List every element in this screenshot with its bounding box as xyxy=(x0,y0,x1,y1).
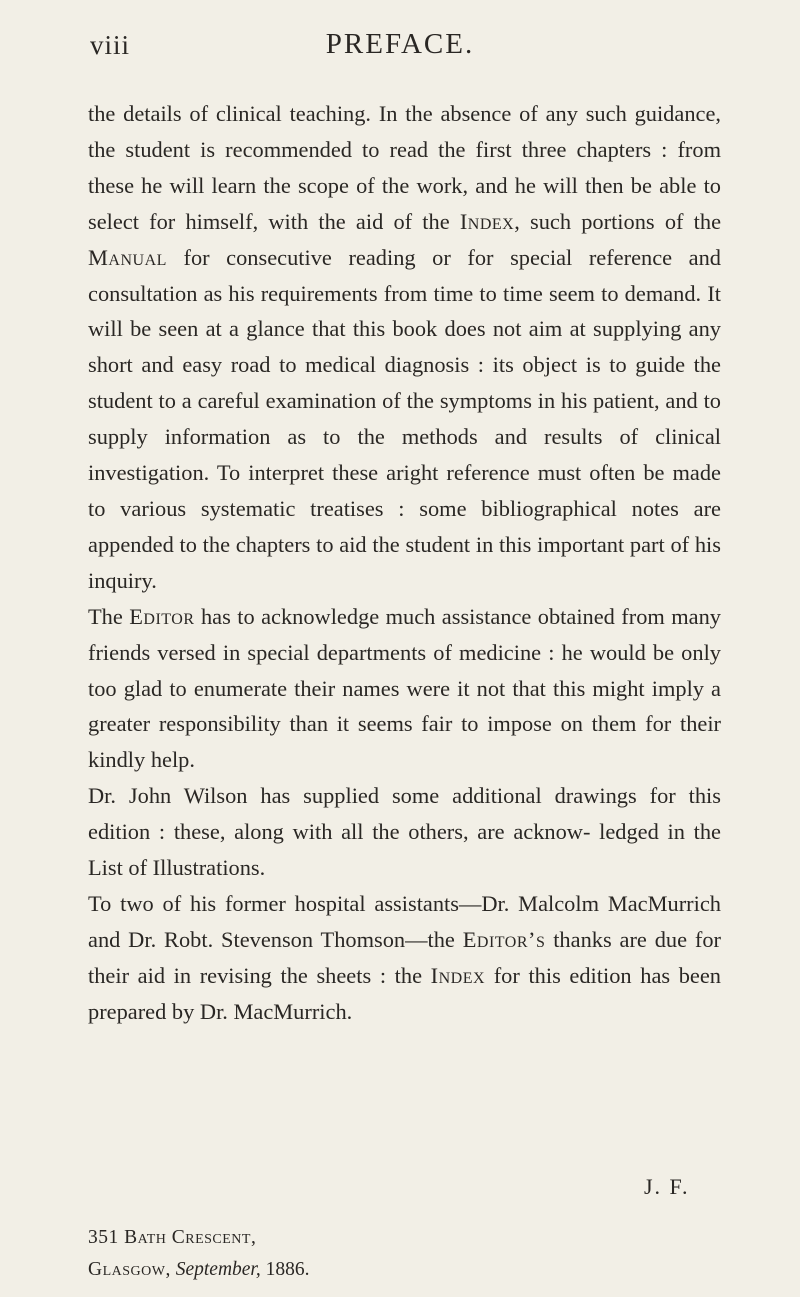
running-head: PREFACE. xyxy=(325,28,475,60)
small-caps-term: Index xyxy=(459,208,515,234)
page-number: viii xyxy=(90,30,131,60)
paragraph xyxy=(88,96,721,599)
text-run: has to acknowledge much assistance obtained from many friends versed in special departments of medicine : he would be only too glad to enumerate their names were it not that this might imply a greater responsibility than it seems fair to impose on them for their kindly help. xyxy=(88,603,721,773)
text-run: , such portions of the xyxy=(514,208,722,234)
address-city: Glasgow, xyxy=(88,1259,171,1280)
address-line xyxy=(88,1222,310,1254)
small-caps-term: Manual xyxy=(88,244,167,270)
text-run: thanks are due for their aid in revising the sheets : the xyxy=(88,926,722,988)
paragraph xyxy=(88,778,721,886)
small-caps-term: Index xyxy=(430,962,486,988)
preface-body xyxy=(88,96,721,1030)
paragraph xyxy=(88,599,721,779)
text-run: Dr. John Wilson has supplied some additional drawings for this edition : these, along with all the others, are acknow- ledged in the List of Illustrations. xyxy=(88,783,721,881)
small-caps-term: Editor’s xyxy=(462,926,546,952)
small-caps-term: Editor xyxy=(129,603,195,629)
page-header xyxy=(58,24,742,64)
paragraph xyxy=(88,886,721,1030)
author-initials: J. F. xyxy=(644,1174,690,1199)
address-street: 351 Bath Crescent, xyxy=(88,1227,257,1248)
address-line xyxy=(88,1254,310,1286)
text-run: the details of clinical teaching. In the absence of any such guidance, the student is recommended to read the first three chapters : from these he will learn the scope of the work, and he will then be able to select for himself, with the aid of the xyxy=(88,101,721,234)
text-run: for consecutive reading or for special reference and consultation as his requirements from time to time seem to demand. It will be seen at a glance that this book does not aim at supplying any short and easy road to medical diagnosis : its object is to guide the student to a careful examination of the symptoms in his patient, and to supply information as to the methods and results of clinical investigation. To interpret these aright reference must often be made to various systematic treatises : some bibliographical notes are appended to the chapters to aid the student in this important part of his inquiry. xyxy=(88,244,721,593)
text-run: To two of his former hospital assistants—Dr. Malcolm MacMurrich and Dr. Robt. Stevenson Thomson—the xyxy=(88,890,721,952)
address-year: 1886. xyxy=(265,1259,310,1280)
address-month: September, xyxy=(175,1259,261,1280)
text-run: The xyxy=(88,603,130,629)
address-block xyxy=(88,1222,310,1286)
text-run: for this edition has been prepared by Dr. MacMurrich. xyxy=(88,962,721,1024)
